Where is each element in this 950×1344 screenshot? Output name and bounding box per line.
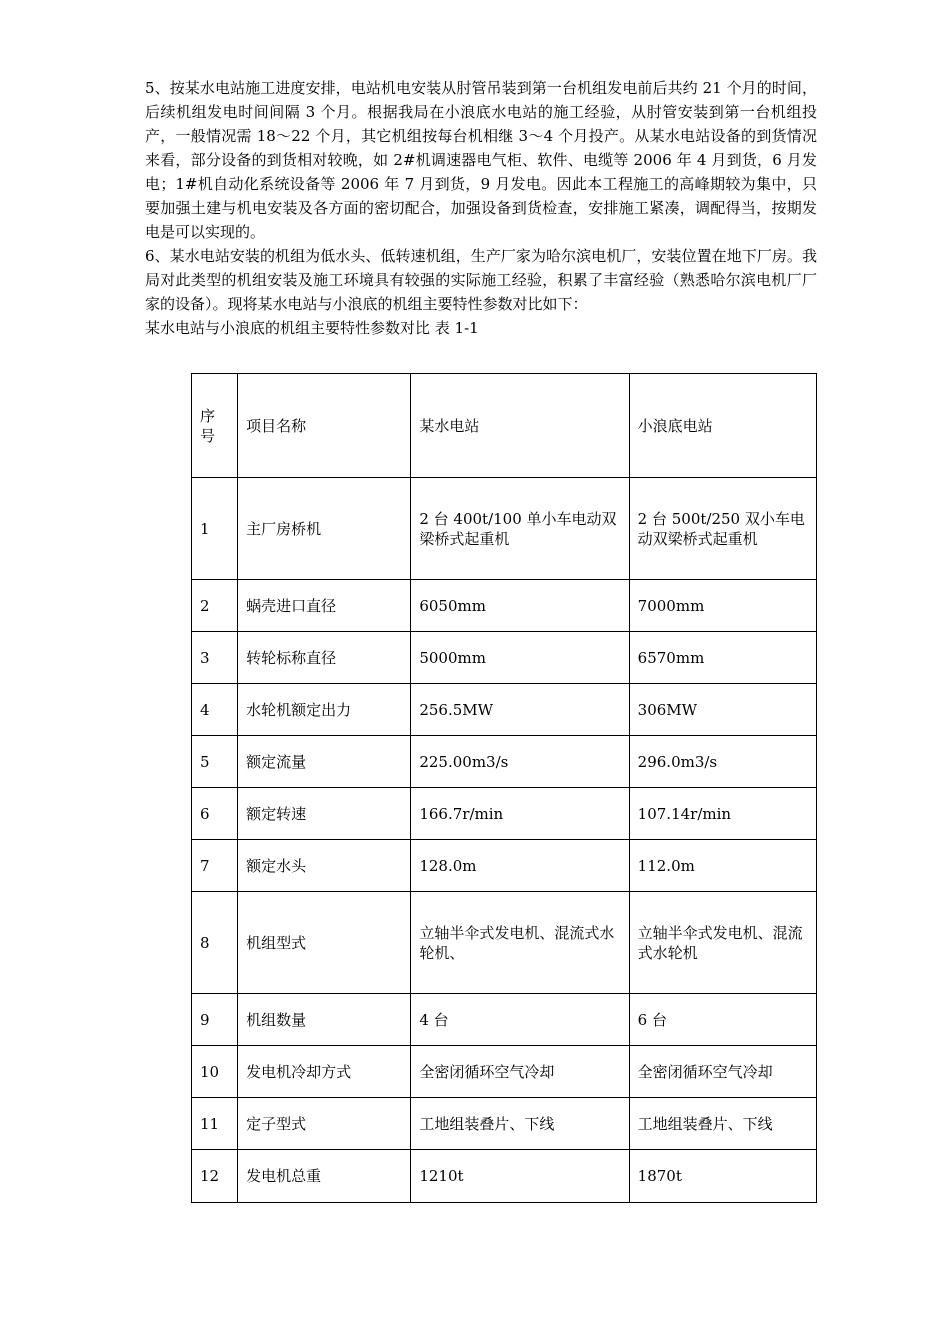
row-value-station-a: 2 台 400t/100 单小车电动双梁桥式起重机 [411,478,629,580]
table-row [192,1098,817,1150]
row-index: 11 [192,1098,238,1150]
body-text [145,76,817,340]
row-index: 2 [192,580,238,632]
row-value-station-b: 工地组装叠片、下线 [629,1098,816,1150]
row-index: 12 [192,1150,238,1203]
row-item-name: 发电机总重 [238,1150,411,1203]
paragraph-unit-type: 6、某水电站安装的机组为低水头、低转速机组，生产厂家为哈尔滨电机厂，安装位置在地下厂房。我局对此类型的机组安装及施工环境具有较强的实际施工经验，积累了丰富经验（熟悉哈尔滨电机厂厂家的设备）。现将某水电站与小浪底的机组主要特性参数对比如下： [145,247,817,313]
row-index: 4 [192,684,238,736]
table-row [192,684,817,736]
row-value-station-b: 306MW [629,684,816,736]
row-value-station-b: 6570mm [629,632,816,684]
parameter-comparison-table [191,373,817,1203]
row-value-station-a: 128.0m [411,840,629,892]
table-row [192,788,817,840]
row-value-station-b: 107.14r/min [629,788,816,840]
row-value-station-b: 2 台 500t/250 双小车电动双梁桥式起重机 [629,478,816,580]
row-index: 7 [192,840,238,892]
row-item-name: 蜗壳进口直径 [238,580,411,632]
paragraph-schedule: 5、按某水电站施工进度安排，电站机电安装从肘管吊装到第一台机组发电前后共约 21 个月的时间，后续机组发电时间间隔 3 个月。根据我局在小浪底水电站的施工经验，从肘管安装到第一台机组投产，一般情况需 18～22 个月，其它机组按每台机相继 3～4 个月投产。从某水电站设备的到货情况来看，部分设备的到货相对较晚，如 2#机调速器电气柜、软件、电缆等 2006 年 4 月到货，6 月发电；1#机自动化系统设备等 2006 年 7 月到货，9 月发电。因此本工程施工的高峰期较为集中，只要加强土建与机电安装及各方面的密切配合，加强设备到货检查，安排施工紧凑，调配得当，按期发电是可以实现的。 [145,79,817,241]
row-value-station-a: 5000mm [411,632,629,684]
row-value-station-a: 256.5MW [411,684,629,736]
row-index: 10 [192,1046,238,1098]
row-value-station-b: 7000mm [629,580,816,632]
row-item-name: 额定流量 [238,736,411,788]
row-item-name: 额定水头 [238,840,411,892]
row-value-station-a: 立轴半伞式发电机、混流式水轮机、 [411,892,629,994]
row-value-station-a: 166.7r/min [411,788,629,840]
header-cell-item: 项目名称 [238,374,411,478]
row-item-name: 主厂房桥机 [238,478,411,580]
table-row [192,736,817,788]
row-value-station-a: 4 台 [411,994,629,1046]
row-value-station-a: 全密闭循环空气冷却 [411,1046,629,1098]
table-row [192,632,817,684]
row-item-name: 发电机冷却方式 [238,1046,411,1098]
table-row [192,840,817,892]
row-item-name: 机组型式 [238,892,411,994]
row-index: 5 [192,736,238,788]
header-cell-index: 序号 [192,374,238,478]
row-value-station-a: 工地组装叠片、下线 [411,1098,629,1150]
row-index: 1 [192,478,238,580]
header-cell-station-b: 小浪底电站 [629,374,816,478]
row-value-station-b: 立轴半伞式发电机、混流式水轮机 [629,892,816,994]
table-row [192,1046,817,1098]
row-item-name: 转轮标称直径 [238,632,411,684]
table-row [192,580,817,632]
header-cell-station-a: 某水电站 [411,374,629,478]
row-value-station-a: 6050mm [411,580,629,632]
row-value-station-b: 296.0m3/s [629,736,816,788]
row-value-station-a: 225.00m3/s [411,736,629,788]
row-value-station-b: 6 台 [629,994,816,1046]
row-index: 3 [192,632,238,684]
table-row [192,994,817,1046]
row-value-station-a: 1210t [411,1150,629,1203]
row-item-name: 额定转速 [238,788,411,840]
row-item-name: 水轮机额定出力 [238,684,411,736]
table-row [192,1150,817,1203]
table-row [192,478,817,580]
row-value-station-b: 全密闭循环空气冷却 [629,1046,816,1098]
row-value-station-b: 1870t [629,1150,816,1203]
row-item-name: 定子型式 [238,1098,411,1150]
row-item-name: 机组数量 [238,994,411,1046]
row-index: 9 [192,994,238,1046]
row-index: 6 [192,788,238,840]
row-value-station-b: 112.0m [629,840,816,892]
row-index: 8 [192,892,238,994]
table-row [192,892,817,994]
table-header-row [192,374,817,478]
table-caption: 某水电站与小浪底的机组主要特性参数对比 表 1-1 [145,319,479,337]
